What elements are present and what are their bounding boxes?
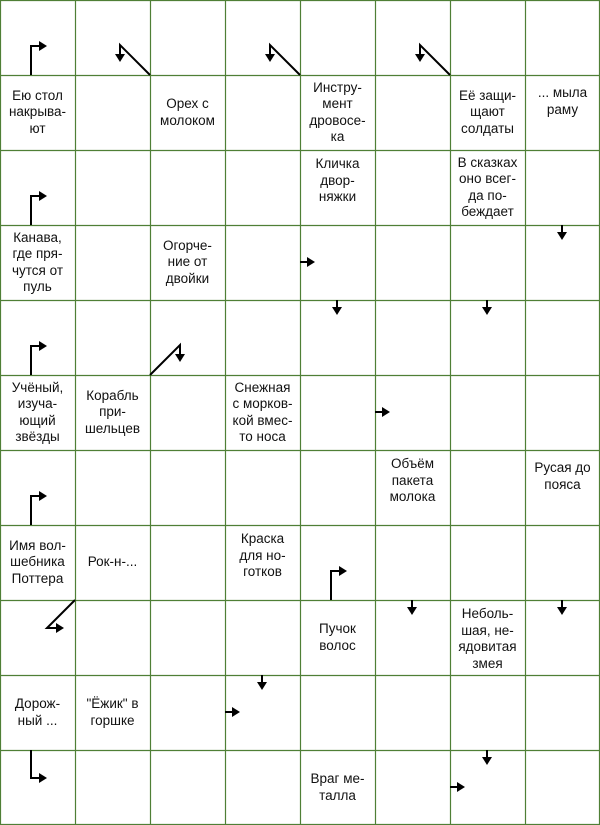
- clue-cell: Орех с молоком: [160, 96, 215, 128]
- answer-cell[interactable]: [75, 150, 150, 225]
- clue-cell: Краска для но- готков: [239, 531, 286, 579]
- clue-cell: Инстру- мент дровосе- ка: [309, 79, 366, 144]
- answer-cell[interactable]: [375, 150, 450, 225]
- answer-cell[interactable]: [300, 225, 375, 300]
- answer-cell[interactable]: [450, 0, 525, 75]
- answer-cell[interactable]: [75, 75, 150, 150]
- answer-cell[interactable]: [150, 150, 225, 225]
- answer-cell[interactable]: [225, 75, 300, 150]
- answer-cell[interactable]: [525, 0, 600, 75]
- answer-cell[interactable]: [525, 525, 600, 600]
- answer-cell[interactable]: [375, 600, 450, 675]
- answer-cell[interactable]: [75, 600, 150, 675]
- clue-cell: ... мыла раму: [537, 85, 588, 117]
- clue-cell: В сказках оно всег- да по- беждает: [457, 154, 518, 219]
- clue-cell: Объём пакета молока: [389, 456, 436, 504]
- answer-cell[interactable]: [225, 0, 300, 75]
- answer-cell[interactable]: [150, 525, 225, 600]
- clue-cell: "Ёжик" в горшке: [86, 696, 139, 728]
- answer-cell[interactable]: [225, 225, 300, 300]
- clue-cell: Рок-н-...: [87, 554, 138, 570]
- answer-cell[interactable]: [450, 450, 525, 525]
- answer-cell[interactable]: [375, 0, 450, 75]
- clue-cell: Снежная с морков- кой вмес- то носа: [232, 379, 293, 444]
- answer-cell[interactable]: [375, 375, 450, 450]
- answer-cell[interactable]: [0, 750, 75, 825]
- answer-cell[interactable]: [525, 225, 600, 300]
- answer-cell[interactable]: [225, 300, 300, 375]
- answer-cell[interactable]: [375, 75, 450, 150]
- clue-cell: Кличка двор- няжки: [315, 156, 360, 204]
- answer-cell[interactable]: [0, 150, 75, 225]
- answer-cell[interactable]: [0, 600, 75, 675]
- answer-cell[interactable]: [150, 375, 225, 450]
- clue-cell: Ею стол накрыва- ют: [8, 87, 67, 136]
- answer-cell[interactable]: [450, 300, 525, 375]
- answer-cell[interactable]: [300, 0, 375, 75]
- answer-cell[interactable]: [225, 600, 300, 675]
- answer-cell[interactable]: [150, 600, 225, 675]
- answer-cell[interactable]: [300, 375, 375, 450]
- answer-cell[interactable]: [75, 225, 150, 300]
- answer-cell[interactable]: [525, 675, 600, 750]
- answer-cell[interactable]: [75, 450, 150, 525]
- answer-cell[interactable]: [450, 675, 525, 750]
- answer-cell[interactable]: [450, 225, 525, 300]
- answer-cell[interactable]: [300, 300, 375, 375]
- answer-cell[interactable]: [150, 450, 225, 525]
- answer-cell[interactable]: [0, 0, 75, 75]
- clue-cell: Имя вол- шебника Поттера: [9, 537, 66, 586]
- answer-cell[interactable]: [525, 150, 600, 225]
- answer-cell[interactable]: [525, 600, 600, 675]
- clue-cell: Учёный, изуча- ющий звёзды: [11, 379, 64, 444]
- answer-cell[interactable]: [75, 300, 150, 375]
- answer-cell[interactable]: [375, 525, 450, 600]
- answer-cell[interactable]: [300, 525, 375, 600]
- answer-cell[interactable]: [450, 375, 525, 450]
- clue-cell: Канава, где пря- чутся от пуль: [11, 229, 64, 294]
- answer-cell[interactable]: [375, 225, 450, 300]
- clue-cell: Неболь- шая, не- ядовитая змея: [458, 606, 517, 671]
- answer-cell[interactable]: [525, 300, 600, 375]
- clue-cell: Враг ме- талла: [310, 771, 365, 803]
- clue-cell: Русая до пояса: [534, 460, 591, 492]
- answer-cell[interactable]: [450, 750, 525, 825]
- answer-cell[interactable]: [75, 0, 150, 75]
- answer-cell[interactable]: [375, 300, 450, 375]
- answer-cell[interactable]: [150, 300, 225, 375]
- answer-cell[interactable]: [225, 450, 300, 525]
- answer-cell[interactable]: [150, 750, 225, 825]
- answer-cell[interactable]: [0, 300, 75, 375]
- answer-cell[interactable]: [450, 525, 525, 600]
- answer-cell[interactable]: [225, 150, 300, 225]
- answer-cell[interactable]: [0, 450, 75, 525]
- answer-cell[interactable]: [225, 750, 300, 825]
- answer-cell[interactable]: [300, 450, 375, 525]
- clue-cell: Огорче- ние от двойки: [163, 237, 212, 286]
- answer-cell[interactable]: [375, 750, 450, 825]
- clue-cell: Её защи- щают солдаты: [458, 87, 517, 136]
- answer-cell[interactable]: [150, 675, 225, 750]
- answer-cell[interactable]: [300, 675, 375, 750]
- clue-cell: Дорож- ный ...: [14, 696, 61, 728]
- answer-cell[interactable]: [75, 750, 150, 825]
- answer-cell[interactable]: [375, 675, 450, 750]
- answer-cell[interactable]: [225, 675, 300, 750]
- answer-cell[interactable]: [525, 375, 600, 450]
- clue-cell: Пучок волос: [319, 621, 356, 653]
- clue-cell: Корабль при- шельцев: [84, 387, 141, 436]
- answer-cell[interactable]: [525, 750, 600, 825]
- answer-cell[interactable]: [150, 0, 225, 75]
